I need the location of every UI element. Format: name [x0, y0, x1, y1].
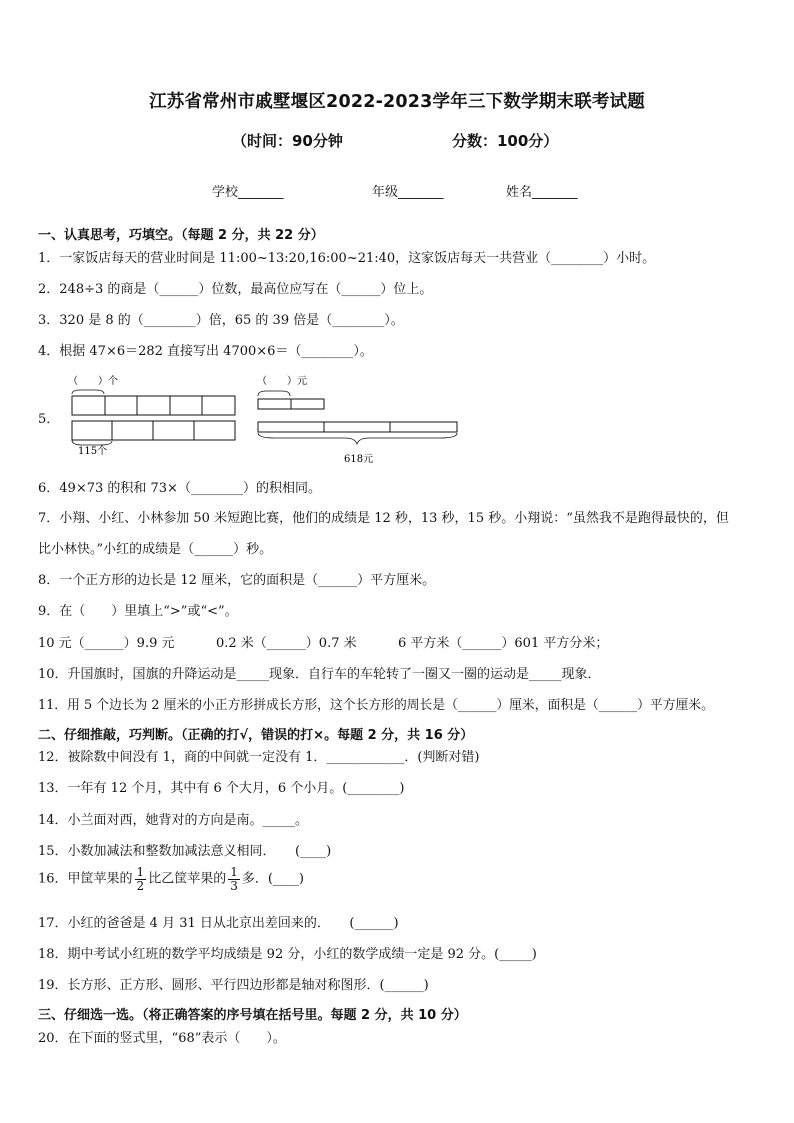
question-13: 13．一年有 12 个月，其中有 6 个大月，6 个小月。(________) [38, 781, 405, 796]
question-7b: 比小林快。”小红的成绩是（______）秒。 [38, 542, 273, 557]
question-2: 2．248÷3 的商是（______）位数，最高位应写在（______）位上。 [38, 282, 433, 297]
fraction-third-den: 3 [230, 879, 238, 893]
left-bottom-label: 115个 [78, 446, 108, 457]
question-5-number: 5． [38, 412, 60, 427]
question-5-figure [60, 370, 470, 470]
question-9: 9．在（ ）里填上“>”或“<”。 [38, 604, 238, 619]
question-8: 8．一个正方形的边长是 12 厘米，它的面积是（______）平方厘米。 [38, 573, 436, 588]
exam-time: （时间：90分钟 [232, 132, 343, 150]
question-9-c: 6 平方米（______）601 平方分米； [398, 636, 609, 651]
left-top-label: （ ）个 [68, 376, 118, 387]
right-top-brace [258, 391, 290, 396]
grade-field[interactable]: 年级_______ [372, 185, 444, 200]
left-bottom-brace [72, 440, 112, 445]
fraction-half [135, 866, 147, 893]
q16-text-pre: 16．甲筐苹果的 [38, 871, 133, 887]
question-19: 19．长方形、正方形、圆形、平行四边形都是轴对称图形．(______) [38, 978, 429, 993]
fraction-half-den: 2 [136, 879, 145, 893]
name-field[interactable]: 姓名_______ [506, 185, 578, 200]
section2-heading: 二、仔细推敲，巧判断。（正确的打√，错误的打×。每题 2 分，共 16 分） [38, 728, 474, 743]
question-1: 1．一家饭店每天的营业时间是 11:00~13:20,16:00~21:40，这家饭店每天一共营业（________）小时。 [38, 251, 656, 266]
question-9-a: 10 元（______）9.9 元 [38, 636, 175, 651]
question-18: 18．期中考试小红班的数学平均成绩是 92 分，小红的数学成绩一定是 92 分。(_____) [38, 947, 537, 962]
question-10: 10．升国旗时，国旗的升降运动是_____现象．自行车的车轮转了一圈又一圈的运动是_____现象． [38, 667, 601, 682]
right-bottom-label: 618元 [344, 454, 374, 465]
right-bottom-brace [258, 433, 457, 444]
right-bottom-bar [258, 422, 457, 432]
school-field[interactable]: 学校_______ [212, 185, 284, 200]
right-top-label: （ ）元 [257, 376, 307, 387]
q16-text-post: 多．(____) [241, 871, 304, 887]
question-17: 17．小红的爸爸是 4 月 31 日从北京出差回来的． (______) [38, 916, 399, 931]
left-top-bar [72, 396, 235, 415]
question-4: 4．根据 47×6＝282 直接写出 4700×6＝（________）。 [38, 344, 373, 359]
fraction-third [228, 866, 240, 893]
q16-text-mid: 比乙筐苹果的 [148, 871, 227, 887]
question-6: 6．49×73 的积和 73×（________）的积相同。 [38, 481, 321, 496]
left-top-brace [72, 390, 104, 394]
question-15: 15．小数加减法和整数加减法意义相同． (____) [38, 844, 332, 859]
section3-heading: 三、仔细选一选。（将正确答案的序号填在括号里。每题 2 分，共 10 分） [38, 1008, 467, 1023]
question-3: 3．320 是 8 的（________）倍，65 的 39 倍是（________）。 [38, 313, 404, 328]
question-20: 20．在下面的竖式里，“68”表示（ ）。 [38, 1031, 286, 1046]
question-9-b: 0.2 米（______）0.7 米 [216, 636, 357, 651]
question-16 [38, 866, 304, 893]
question-14: 14．小兰面对西，她背对的方向是南。_____。 [38, 813, 309, 828]
question-11: 11．用 5 个边长为 2 厘米的小正方形拼成长方形，这个长方形的周长是（______）厘米，面积是（______）平方厘米。 [38, 698, 714, 713]
question-12: 12．被除数中间没有 1，商的中间就一定没有 1．____________．(判断对错) [38, 750, 480, 765]
fraction-half-num: 1 [136, 865, 145, 879]
fraction-third-num: 1 [230, 865, 238, 879]
question-7a: 7．小翔、小红、小林参加 50 米短跑比赛，他们的成绩是 12 秒，13 秒，15 秒。小翔说：“虽然我不是跑得最快的，但 [38, 511, 729, 526]
exam-score: 分数：100分） [452, 132, 559, 150]
left-bottom-bar [72, 421, 235, 440]
section1-heading: 一、认真思考，巧填空。（每题 2 分，共 22 分） [38, 228, 324, 243]
right-top-bar [258, 399, 324, 409]
page-title: 江苏省常州市戚墅堰区2022-2023学年三下数学期末联考试题 [149, 92, 645, 112]
